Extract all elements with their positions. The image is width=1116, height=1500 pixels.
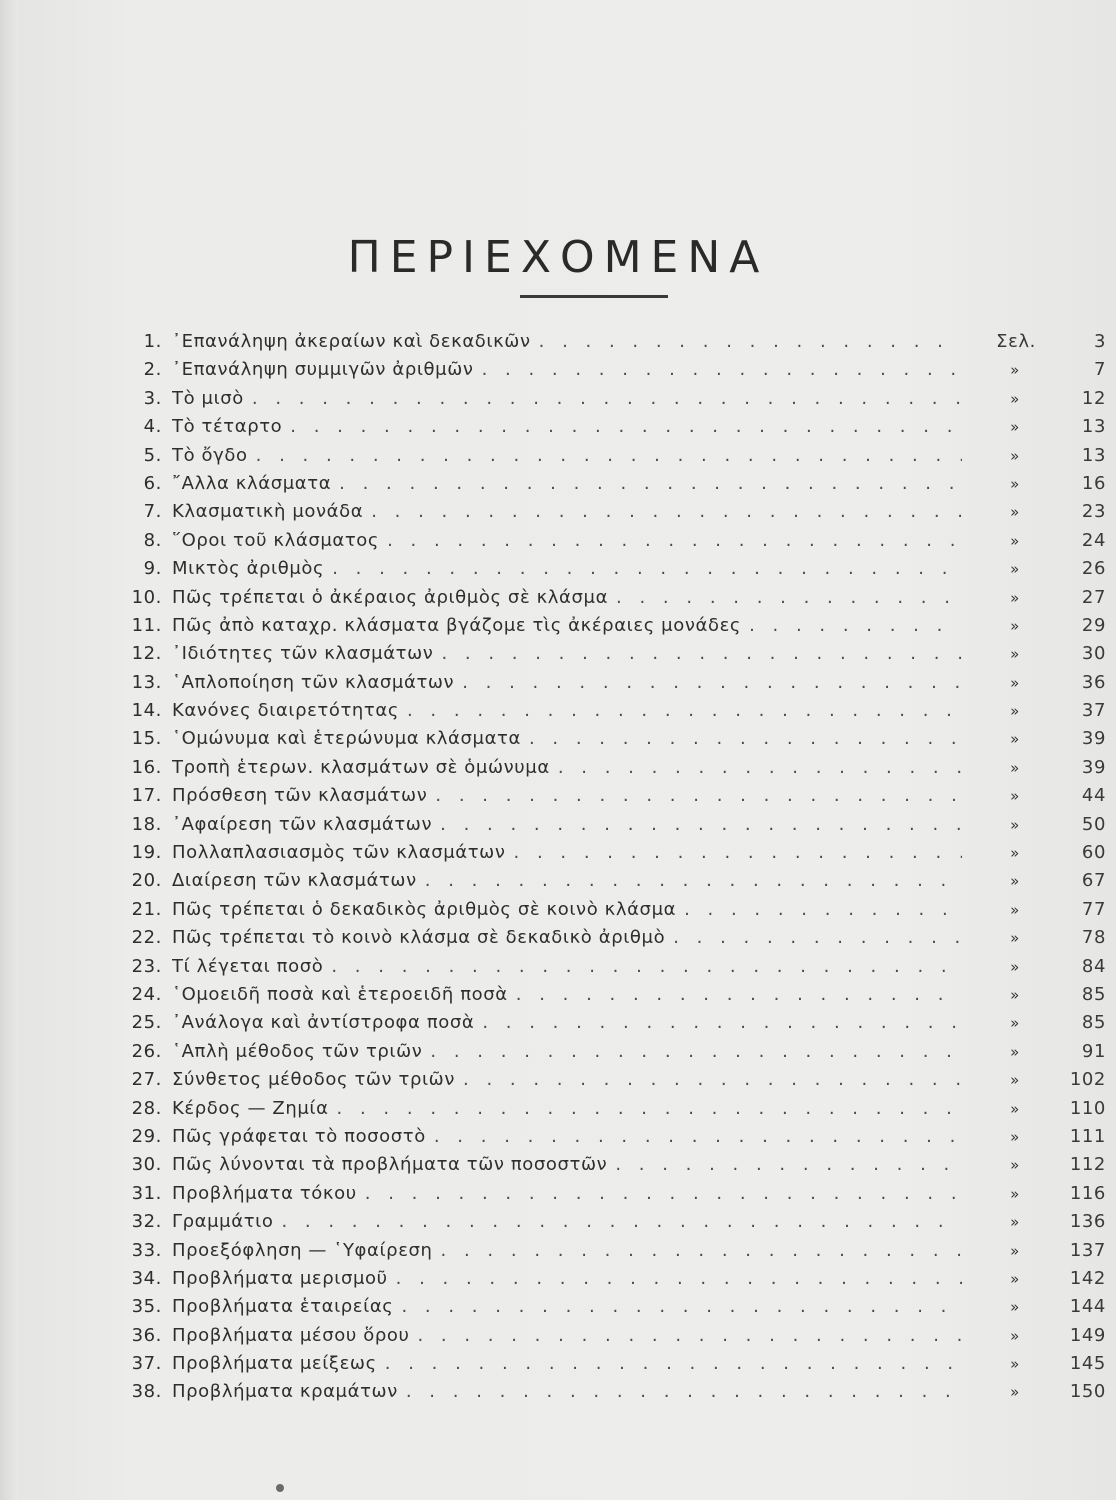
dot-leader [440,811,962,839]
toc-entry [0,811,1116,839]
dot-leader [401,1293,962,1321]
toc-entry-page: 29 [1081,614,1106,636]
toc-entry-leader [172,612,962,640]
toc-entry-title: ῾Ομοειδῆ ποσὰ καὶ ἑτεροειδῆ ποσὰ [172,983,508,1005]
toc-entry-leader [172,470,962,498]
toc-entry-title: Προβλήματα τόκου [172,1182,357,1204]
toc-entry [0,896,1116,924]
ditto-mark: » [1010,1042,1020,1061]
toc-entry-page: 12 [1081,387,1106,409]
toc-entry-page: 137 [1069,1239,1106,1261]
ditto-mark: » [1010,361,1020,380]
ditto-mark: » [1010,730,1020,749]
toc-entry-title: Πῶς γράφεται τὸ ποσοστὸ [172,1125,426,1147]
toc-entry-page: 13 [1081,416,1106,438]
toc-entry-page: 39 [1081,756,1106,778]
toc-entry-number: 21. [131,898,162,920]
dot-leader [406,1378,962,1406]
toc-entry-number: 24. [131,983,162,1005]
ditto-mark: » [1010,1383,1020,1402]
toc-entry-leader [172,896,962,924]
ditto-mark: » [1010,474,1020,493]
toc-entry-title: Πῶς ἀπὸ καταχρ. κλάσματα βγάζομε τὶς ἀκέραιες μονάδες [172,614,742,636]
toc-entry-page: 67 [1081,870,1106,892]
toc-entry [0,1066,1116,1094]
dot-leader [482,1009,962,1037]
dot-leader [290,413,962,441]
toc-entry-leader [172,1151,962,1179]
toc-entry-page: 150 [1069,1381,1106,1403]
toc-entry-page: 37 [1081,700,1106,722]
toc-entry-leader [172,640,962,668]
ditto-mark: » [1010,1355,1020,1374]
toc-entry-number: 2. [143,359,162,381]
paper-spot [276,1484,284,1492]
dot-leader [441,640,962,668]
ditto-mark: » [1010,929,1020,948]
toc-entry [0,385,1116,413]
page-title: ΠΕΡΙΕΧΟΜΕΝΑ [347,232,769,283]
toc-entry-number: 19. [131,842,162,864]
toc-entry-page: 27 [1081,586,1106,608]
toc-entry-leader [172,782,962,810]
toc-entry [0,555,1116,583]
toc-entry-title: Κανόνες διαιρετότητας [172,700,399,722]
toc-entry-title: Προβλήματα ἑταιρείας [172,1296,394,1318]
toc-entry-leader [172,1265,962,1293]
toc-entry-page: 145 [1069,1353,1106,1375]
toc-entry [0,442,1116,470]
title-underline [520,295,668,298]
toc-entry-number: 20. [131,870,162,892]
toc-entry-leader [172,839,962,867]
toc-entry-number: 1. [143,331,162,352]
toc-entry [0,924,1116,952]
toc-entry-title: Γραμμάτιο [172,1211,274,1233]
toc-entry-number: 8. [143,529,162,551]
toc-entry-number: 13. [131,671,162,693]
toc-entry-number: 14. [131,700,162,722]
toc-entry-number: 15. [131,728,162,750]
toc-entry-title: Πρόσθεση τῶν κλασμάτων [172,785,428,807]
toc-entry-leader [172,1293,962,1321]
toc-entry-title: ᾿Ιδιότητες τῶν κλασμάτων [172,643,434,665]
toc-entry-number: 28. [131,1097,162,1119]
dot-leader [749,612,962,640]
toc-entry-title: Προβλήματα μείξεως [172,1353,377,1375]
toc-entry-page: 136 [1069,1211,1106,1233]
toc-entry [0,1038,1116,1066]
toc-entry-leader [172,1208,962,1236]
toc-entry-number: 23. [131,955,162,977]
ditto-mark: » [1010,1298,1020,1317]
toc-entry-title: Τὸ τέταρτο [172,416,283,438]
toc-entry-title: Προβλήματα κραμάτων [172,1381,398,1403]
toc-entry-number: 32. [131,1211,162,1233]
ditto-mark: » [1010,531,1020,550]
toc-entry-leader [172,498,962,526]
ditto-mark: » [1010,389,1020,408]
ditto-mark: » [1010,560,1020,579]
toc-entry-leader [172,328,962,356]
toc-entry-number: 25. [131,1012,162,1034]
dot-leader [339,470,962,498]
toc-entry [0,640,1116,668]
toc-entry-title: ῎Αλλα κλάσματα [172,472,332,494]
toc-entry-page: 85 [1081,983,1106,1005]
toc-entry-title: Προβλήματα μέσου ὅρου [172,1324,410,1346]
dot-leader [516,981,962,1009]
toc-entry-page: 85 [1081,1012,1106,1034]
toc-entry-number: 10. [131,586,162,608]
dot-leader [615,1151,962,1179]
dot-leader [514,839,963,867]
dot-leader [365,1180,962,1208]
ditto-mark: » [1010,1127,1020,1146]
toc-entry-leader [172,1322,962,1350]
toc-entry-title: Διαίρεση τῶν κλασμάτων [172,870,417,892]
toc-entry [0,498,1116,526]
dot-leader [463,1066,962,1094]
toc-entry-title: ᾿Επανάληψη συμμιγῶν ἀριθμῶν [172,359,474,381]
toc-entry-leader [172,413,962,441]
page-label: Σελ. [996,331,1036,352]
toc-entry-leader [172,1009,962,1037]
toc-entry [0,1009,1116,1037]
ditto-mark: » [1010,418,1020,437]
dot-leader [684,896,962,924]
toc-entry [0,1293,1116,1321]
toc-entry-leader [172,981,962,1009]
toc-entry [0,584,1116,612]
toc-entry-page: 30 [1081,643,1106,665]
toc-entry-leader [172,555,962,583]
toc-entry-title: ῞Οροι τοῦ κλάσματος [172,529,380,551]
toc-entry-title: Προβλήματα μερισμοῦ [172,1267,388,1289]
ditto-mark: » [1010,815,1020,834]
toc-entry-title: Τὸ μισὸ [172,387,244,409]
toc-entry-title: ῾Απλοποίηση τῶν κλασμάτων [172,671,455,693]
toc-entry-title: ᾿Αφαίρεση τῶν κλασμάτων [172,813,433,835]
toc-entry [0,328,1116,356]
toc-entry-title: Προεξόφληση — ῾Υφαίρεση [172,1239,433,1261]
toc-entry-title: Πῶς τρέπεται ὁ δεκαδικὸς ἀριθμὸς σὲ κοινὸ κλάσμα [172,898,677,920]
toc-entry-leader [172,385,962,413]
ditto-mark: » [1010,1241,1020,1260]
toc-entry-leader [172,1350,962,1378]
toc-entry [0,356,1116,384]
toc-entry-number: 31. [131,1182,162,1204]
toc-entry-number: 30. [131,1154,162,1176]
toc-entry-leader [172,1066,962,1094]
toc-entry-title: ῾Ομώνυμα καὶ ἑτερώνυμα κλάσματα [172,728,521,750]
toc-entry-page: 24 [1081,529,1106,551]
toc-entry-page: 102 [1069,1069,1106,1091]
toc-entry-page: 23 [1081,501,1106,523]
toc-entry-page: 3 [1093,331,1106,352]
toc-entry-leader [172,442,962,470]
toc-entry-leader [172,811,962,839]
toc-entry-number: 12. [131,643,162,665]
dot-leader [252,385,962,413]
toc-entry [0,1378,1116,1406]
toc-entry [0,1265,1116,1293]
ditto-mark: » [1010,1326,1020,1345]
toc-entry-title: ᾿Ανάλογα καὶ ἀντίστροφα ποσὰ [172,1012,475,1034]
dot-leader [673,924,962,952]
toc-entry-number: 9. [143,558,162,580]
toc-entry-leader [172,1378,962,1406]
toc-entry-title: Κλασματικὴ μονάδα [172,501,364,523]
toc-entry-number: 4. [143,416,162,438]
toc-entry-leader [172,527,962,555]
dot-leader [332,555,962,583]
toc-entry-leader [172,1180,962,1208]
dot-leader [371,498,962,526]
toc-entry-page: 16 [1081,472,1106,494]
toc-entry [0,413,1116,441]
toc-entry [0,782,1116,810]
toc-entry-leader [172,1123,962,1151]
toc-entry-title: Μικτὸς ἀριθμὸς [172,558,325,580]
ditto-mark: » [1010,446,1020,465]
toc-entry-number: 5. [143,444,162,466]
toc-entry-number: 29. [131,1125,162,1147]
ditto-mark: » [1010,616,1020,635]
ditto-mark: » [1010,957,1020,976]
toc-entry [0,1180,1116,1208]
dot-leader [529,725,962,753]
ditto-mark: » [1010,900,1020,919]
toc-entry-title: ᾿Επανάληψη ἀκεραίων καὶ δεκαδικῶν [172,331,531,352]
toc-entry-number: 37. [131,1353,162,1375]
toc-entry-number: 18. [131,813,162,835]
ditto-mark: » [1010,1099,1020,1118]
dot-leader [616,584,962,612]
toc-entry-leader [172,669,962,697]
ditto-mark: » [1010,985,1020,1004]
toc-entry [0,867,1116,895]
toc-entry-title: Σύνθετος μέθοδος τῶν τριῶν [172,1069,456,1091]
toc-entry-page: 77 [1081,898,1106,920]
toc-entry-number: 35. [131,1296,162,1318]
toc-entry-page: 91 [1081,1040,1106,1062]
toc-entry [0,953,1116,981]
toc-entry [0,981,1116,1009]
ditto-mark: » [1010,872,1020,891]
toc-entry-page: 44 [1081,785,1106,807]
toc-entry-number: 26. [131,1040,162,1062]
toc-entry-page: 13 [1081,444,1106,466]
toc-entry-number: 11. [131,614,162,636]
toc-entry-leader [172,1038,962,1066]
toc-entry-leader [172,356,962,384]
dot-leader [396,1265,962,1293]
toc-entry-leader [172,754,962,782]
toc-entry-page: 84 [1081,955,1106,977]
toc-entry-page: 110 [1069,1097,1106,1119]
toc-entry-title: Πῶς τρέπεται ὁ ἀκέραιος ἀριθμὸς σὲ κλάσμα [172,586,609,608]
dot-leader [435,782,962,810]
dot-leader [441,1237,962,1265]
toc-entry-title: Κέρδος — Ζημία [172,1097,329,1119]
dot-leader [482,356,962,384]
dot-leader [385,1350,962,1378]
toc-entry [0,1123,1116,1151]
ditto-mark: » [1010,758,1020,777]
toc-entry-number: 17. [131,785,162,807]
toc-entry-title: Πῶς τρέπεται τὸ κοινὸ κλάσμα σὲ δεκαδικὸ ἀριθμὸ [172,927,666,949]
toc-entry-page: 60 [1081,842,1106,864]
toc-entry [0,1350,1116,1378]
toc-entry-title: Πῶς λύνονται τὰ προβλήματα τῶν ποσοστῶν [172,1154,608,1176]
toc-entry-number: 22. [131,927,162,949]
toc-entry-page: 39 [1081,728,1106,750]
toc-entry-title: Πολλαπλασιασμὸς τῶν κλασμάτων [172,842,506,864]
toc-entry-leader [172,1237,962,1265]
toc-entry-number: 36. [131,1324,162,1346]
toc-entry-number: 27. [131,1069,162,1091]
toc-entry-page: 116 [1069,1182,1106,1204]
toc-entry [0,527,1116,555]
toc-entry [0,612,1116,640]
ditto-mark: » [1010,702,1020,721]
dot-leader [417,1322,962,1350]
toc-entry-number: 34. [131,1267,162,1289]
toc-entry-page: 112 [1069,1154,1106,1176]
toc-entry-number: 3. [143,387,162,409]
toc-entry-number: 38. [131,1381,162,1403]
dot-leader [430,1038,962,1066]
table-of-contents [0,328,1116,1407]
dot-leader [425,867,962,895]
ditto-mark: » [1010,645,1020,664]
dot-leader [387,527,962,555]
toc-entry [0,1322,1116,1350]
ditto-mark: » [1010,1213,1020,1232]
toc-entry [0,1151,1116,1179]
dot-leader [281,1208,962,1236]
toc-entry [0,669,1116,697]
toc-entry-page: 50 [1081,813,1106,835]
ditto-mark: » [1010,503,1020,522]
toc-entry-leader [172,584,962,612]
toc-entry-leader [172,867,962,895]
dot-leader [558,754,962,782]
toc-entry [0,754,1116,782]
toc-entry [0,1095,1116,1123]
dot-leader [434,1123,962,1151]
dot-leader [539,328,962,356]
toc-entry-leader [172,1095,962,1123]
toc-entry [0,839,1116,867]
ditto-mark: » [1010,1156,1020,1175]
dot-leader [256,442,962,470]
ditto-mark: » [1010,844,1020,863]
ditto-mark: » [1010,588,1020,607]
toc-entry [0,1208,1116,1236]
toc-entry-title: Τροπὴ ἑτερων. κλασμάτων σὲ ὁμώνυμα [172,756,550,778]
toc-entry-leader [172,697,962,725]
ditto-mark: » [1010,1184,1020,1203]
toc-entry-page: 7 [1093,359,1106,381]
toc-entry-leader [172,725,962,753]
toc-entry-page: 26 [1081,558,1106,580]
dot-leader [331,953,962,981]
toc-entry-page: 144 [1069,1296,1106,1318]
toc-entry-number: 33. [131,1239,162,1261]
toc-entry [0,470,1116,498]
dot-leader [407,697,962,725]
toc-entry-page: 149 [1069,1324,1106,1346]
toc-entry-title: ῾Απλὴ μέθοδος τῶν τριῶν [172,1040,423,1062]
ditto-mark: » [1010,787,1020,806]
toc-entry-leader [172,924,962,952]
toc-entry-number: 16. [131,756,162,778]
toc-entry-title: Τί λέγεται ποσὸ [172,955,324,977]
ditto-mark: » [1010,1269,1020,1288]
ditto-mark: » [1010,673,1020,692]
toc-entry-number: 7. [143,501,162,523]
toc-entry-number: 6. [143,472,162,494]
ditto-mark: » [1010,1014,1020,1033]
toc-entry-leader [172,953,962,981]
toc-entry-page: 111 [1069,1125,1106,1147]
dot-leader [462,669,962,697]
ditto-mark: » [1010,1071,1020,1090]
toc-entry [0,725,1116,753]
toc-entry [0,1237,1116,1265]
toc-entry [0,697,1116,725]
toc-entry-page: 36 [1081,671,1106,693]
toc-entry-page: 142 [1069,1267,1106,1289]
dot-leader [337,1095,962,1123]
toc-entry-title: Τὸ ὄγδο [172,444,248,466]
toc-entry-page: 78 [1081,927,1106,949]
